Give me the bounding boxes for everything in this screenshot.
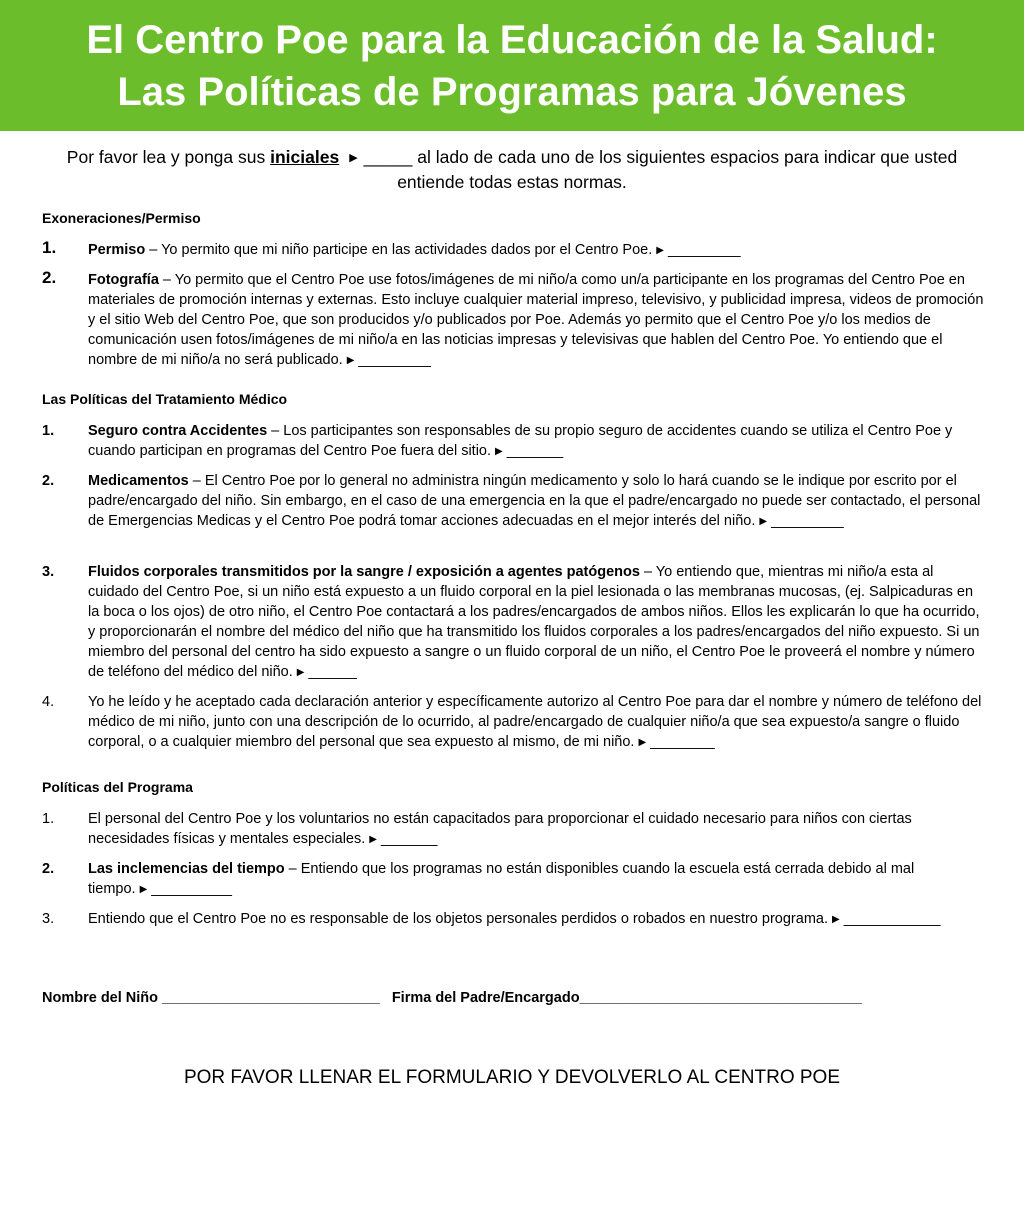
item-bold-label: Permiso xyxy=(88,242,146,258)
title-line-2: Las Políticas de Programas para Jóvenes xyxy=(117,70,907,114)
item-bold-label: Las inclemencias del tiempo xyxy=(88,861,285,877)
title-line-1: El Centro Poe para la Educación de la Salud: xyxy=(86,18,938,62)
triangle-icon: ▶ xyxy=(296,667,305,678)
initials-field[interactable]: _________ xyxy=(358,352,431,368)
intro-paragraph xyxy=(40,145,984,194)
initials-field[interactable]: _________ xyxy=(771,513,844,529)
parent-signature-label: Firma del Padre/Encargado xyxy=(391,990,580,1006)
item-text: – El Centro Poe por lo general no administra ningún medicamento y solo lo hará cuando se le indique por escrito por el padre/encargado del niño. Sin embargo, en el caso de una emergencia en la que el padre/encargado no puede ser contactado, el personal de Emergencias Medicas y el Centro Poe podrá tomar acciones adecuadas en el mejor interés del niño. xyxy=(88,473,981,529)
initials-field[interactable]: __________ xyxy=(151,881,232,897)
item-number: 1. xyxy=(42,423,55,439)
intro-blank: _____ xyxy=(363,147,413,167)
section-title-medical: Las Políticas del Tratamiento Médico xyxy=(42,391,288,407)
triangle-icon: ▶ xyxy=(638,737,647,748)
footer-instruction: POR FAVOR LLENAR EL FORMULARIO Y DEVOLVERLO AL CENTRO POE xyxy=(183,1067,841,1088)
list-item-lost-items xyxy=(42,909,987,930)
triangle-icon: ▶ xyxy=(139,884,148,895)
initials-field[interactable]: ______ xyxy=(308,664,357,680)
intro-keyword: iniciales xyxy=(270,147,340,167)
initials-field[interactable]: _________ xyxy=(667,242,741,258)
child-name-field[interactable]: ___________________________ xyxy=(162,990,380,1006)
list-item-permission xyxy=(42,240,987,261)
initials-field[interactable]: ____________ xyxy=(843,911,941,927)
intro-text-after: al lado de cada uno de los siguientes espacios para indicar que usted entiende todas estas normas. xyxy=(397,147,958,192)
initials-field[interactable]: _______ xyxy=(506,443,564,459)
item-bold-label: Medicamentos xyxy=(88,473,189,489)
item-number: 2. xyxy=(42,861,55,877)
triangle-icon: ▶ xyxy=(759,516,768,527)
item-text: – Entiendo que los programas no están disponibles cuando la escuela está cerrada debido al mal tiempo. xyxy=(88,861,915,897)
item-number: 3. xyxy=(42,911,55,927)
list-item-special-needs xyxy=(42,809,987,850)
item-number: 2. xyxy=(42,473,55,489)
triangle-icon: ▶ xyxy=(346,355,355,366)
item-text: – Yo entiendo que, mientras mi niño/a esta al cuidado del Centro Poe, si un niño está expuesto a un fluido corporal en la piel lesionada o las membranas mucosas, (ej. Salpicaduras en la boca o los ojos) de otro niño, el Centro Poe contactará a los padres/encargados de ambos niños. Ellos les explicarán lo que ha ocurrido, y proporcionarán el nombre del médico del niño que ha transmitido los fluidos corporales a los padres/encargados del niño expuesto. Si un miembro del personal del centro ha sido expuesto a sangre o un fluido corporal de un niño, el Centro Poe le proveerá el nombre y número de teléfono del médico del niño. xyxy=(88,564,980,680)
item-text: El personal del Centro Poe y los voluntarios no están capacitados para proporcionar el cuidado necesario para niños con ciertas necesidades físicas y mentales especiales. xyxy=(88,811,912,847)
list-item-bodily-fluids xyxy=(42,562,987,683)
initials-field[interactable]: _______ xyxy=(380,831,438,847)
item-text: – Yo permito que mi niño participe en las actividades dados por el Centro Poe. xyxy=(145,242,653,258)
item-bold-label: Fotografía xyxy=(88,272,159,288)
initials-field[interactable]: ________ xyxy=(650,734,715,750)
child-name-label: Nombre del Niño xyxy=(42,990,159,1006)
triangle-icon: ▶ xyxy=(832,914,840,925)
list-item-photography xyxy=(42,270,987,371)
triangle-icon: ▶ xyxy=(495,446,503,457)
triangle-icon: ▶ xyxy=(656,245,664,256)
item-number: 3. xyxy=(42,564,55,580)
item-number: 1. xyxy=(42,238,57,257)
item-text: – Yo permito que el Centro Poe use fotos/imágenes de mi niño/a como un/a participante en los programas del Centro Poe en materiales de promoción internas y externas. Esto incluye cualquier material impreso, televisivo, y publicidad impresa, videos de promoción y el sitio Web del Centro Poe, que son producidos y/o publicados por Poe. Además yo permito que el Centro Poe y/o los medios de comunicación usen fotos/imágenes de mi niño/a en las noticias impresas y televisivas que hablen del Centro Poe. Yo entiendo que el nombre de mi niño/a no será publicado. xyxy=(88,272,984,368)
triangle-icon: ▶ xyxy=(349,152,358,164)
item-text: – Los participantes son responsables de su propio seguro de accidentes cuando se utiliza el Centro Poe y cuando participan en programas del Centro Poe fuera del sitio. xyxy=(88,423,953,459)
page-header xyxy=(0,0,1024,131)
item-bold-label: Seguro contra Accidentes xyxy=(88,423,268,439)
section-title-program: Políticas del Programa xyxy=(42,779,193,795)
intro-text-before: Por favor lea y ponga sus xyxy=(66,147,266,167)
item-text: Entiendo que el Centro Poe no es responsable de los objetos personales perdidos o robados en nuestro programa. xyxy=(88,911,828,927)
list-item-authorization xyxy=(42,692,987,753)
item-number: 4. xyxy=(42,694,55,710)
list-item-accident-insurance xyxy=(42,421,987,462)
signature-line xyxy=(42,990,862,1006)
item-number: 1. xyxy=(42,811,55,827)
triangle-icon: ▶ xyxy=(369,834,377,845)
section-title-waivers: Exoneraciones/Permiso xyxy=(42,210,201,226)
item-bold-label: Fluidos corporales transmitidos por la sangre / exposición a agentes patógenos xyxy=(88,564,640,580)
list-item-medication xyxy=(42,471,987,532)
parent-signature-field[interactable]: ___________________________________ xyxy=(579,990,862,1006)
list-item-weather xyxy=(42,859,987,900)
item-number: 2. xyxy=(42,268,57,287)
item-text: Yo he leído y he aceptado cada declaración anterior y específicamente autorizo al Centro Poe para dar el nombre y número de teléfono del médico de mi niño, junto con una descripción de lo ocurrido, al padre/encargado de cualquier niño/a que sea expuesto/a sangre o fluido corporal, o a cualquier miembro del personal que sea expuesto al mismo, de mi niño. xyxy=(88,694,982,750)
